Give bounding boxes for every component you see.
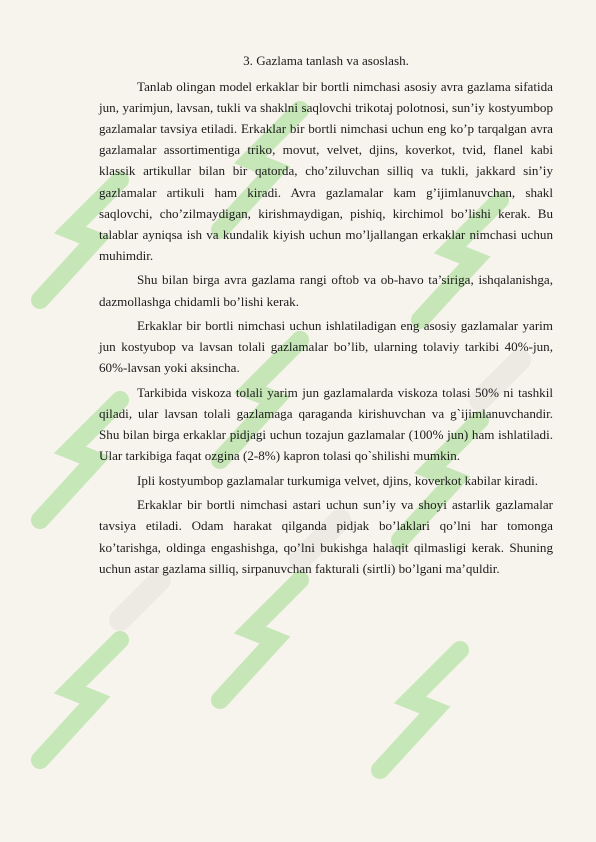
paragraph-5: Ipli kostyumbop gazlamalar turkumiga velvet, djins, koverkot kabilar kiradi. bbox=[137, 472, 539, 488]
watermark-stroke bbox=[120, 580, 160, 620]
paragraph-1: Tanlab olingan model erkaklar bir bortli nimchasi asosiy avra gazlama sifatida jun, yarimjun, lavsan, tukli va shaklni saqlovchi trikotaj polotnosi, sun’iy kostyumbop gazlamalar tavsiya etiladi. Erkaklar bir bortli nimchasi uchun eng ko’p tarqalgan avra gazlamalar assortimentiga triko, movut, velvet, djins, koverkot, tvid, flanel kabi klassik artikullar bilan bir qatorda, cho’ziluvchan silliq va tukli, jakkard sin’iy gazlamalar artikuli ham kiradi. Avra gazlamalar kam g’ijimlanuvchan, shakl saqlovchi, cho’zilmaydigan, kirishmaydigan, pishiq, kirchimol bo’lishi kerak. Bu talablar ayniqsa ish va kundalik kiyish uchun mo’ljallangan erkaklar nimchasi uchun muhimdir. bbox=[99, 79, 553, 263]
section-heading: 3. Gazlama tanlash va asoslash. bbox=[243, 53, 409, 68]
paragraph-4: Tarkibida viskoza tolali yarim jun gazlamalarda viskoza tolasi 50% ni tashkil qiladi, ular lavsan tolali gazlamaga qaraganda kirishuvchan va g`ijimlanuvchandir. Shu bilan birga erkaklar pidjagi uchun tozajun gazlamalar (100% jun) ham ishlatiladi. Ular tarkibiga faqat ozgina (2-8%) kapron tolasi qo`shilishi mumkin. bbox=[99, 384, 553, 464]
watermark-stroke bbox=[40, 640, 120, 760]
document-body bbox=[99, 50, 553, 582]
watermark-stroke bbox=[220, 580, 300, 700]
paragraph-3: Erkaklar bir bortli nimchasi uchun ishlatiladigan eng asosiy gazlamalar yarim jun kostyubop va lavsan tolali gazlamalar bo’lib, ularning tolaviy tarkibi 40%-jun, 60%-lavsan yoki aksincha. bbox=[99, 318, 553, 376]
paragraph-2: Shu bilan birga avra gazlama rangi oftob va ob-havo ta’siriga, ishqalanishga, dazmollashga chidamli bo’lishi kerak. bbox=[99, 272, 553, 309]
paragraph-6: Erkaklar bir bortli nimchasi astari uchun sun’iy va shoyi astarlik gazlamalar tavsiya etiladi. Odam harakat qilganda pidjak bo’laklari qo’lni har tomonga ko’tarishga, oldinga engashishga, qo’lni bukishga halaqit qilmasligi kerak. Shuning uchun astar gazlama silliq, sirpanuvchan fakturali (sirtli) bo’lgani ma’quldir. bbox=[99, 497, 553, 576]
watermark-stroke bbox=[380, 650, 460, 770]
